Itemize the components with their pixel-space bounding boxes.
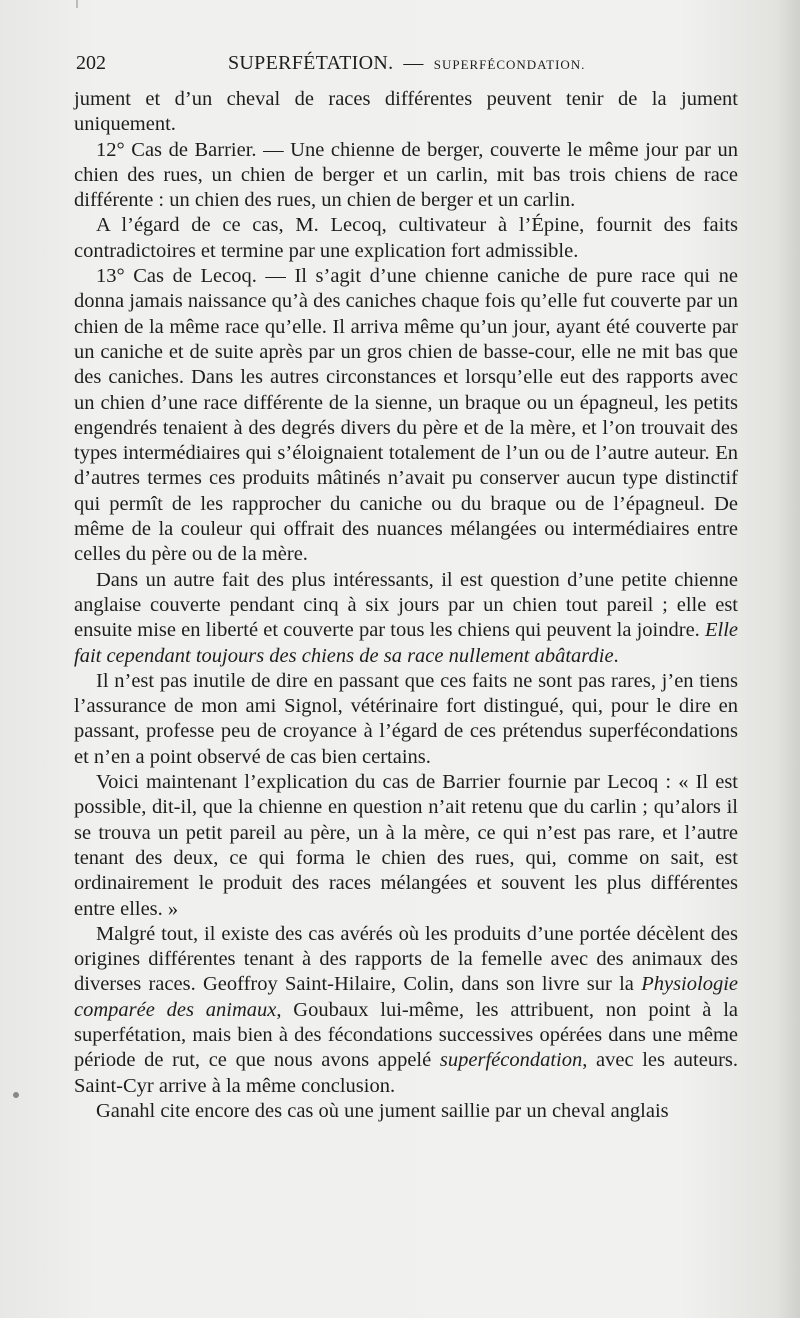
paragraph-text: 13° Cas de Lecoq. — Il s’agit d’une chienne caniche de pure race qui ne donna jamais naissance qu’à des caniches chaque fois qu’elle fut couverte par un chien de la même race qu’elle. Il arriva même qu’un jour, ayant été couverte par un caniche et de suite après par un gros chien de basse-cour, elle ne mit bas que des caniches. Dans les autres circonstances et lorsqu’elle eut des rapports avec un chien d’une race différente de la sienne, un braque ou un épagneul, les petits engendrés tenaient à des degrés divers du père et de la mère, et l’on trouvait des types intermédiaires qui s’éloignaient totalement de l’un ou de l’autre auteur. En d’autres termes ces produits mâtinés n’avait pu conserver aucun type distinctif qui permît de les rapprocher du caniche ou du braque ou de l’épagneul. De même de la couleur qui offrait des nuances mélangées ou intermédiaires entre celles du père ou de la mère.	[74, 265, 738, 566]
paragraph-text: Ganahl cite encore des cas où une jument saillie par un cheval anglais	[96, 1099, 669, 1122]
paragraph-text: jument et d’un cheval de races différentes peuvent tenir de la jument uniquement.	[74, 88, 738, 136]
paragraph-text: Voici maintenant l’explication du cas de Barrier fournie par Lecoq : « Il est possible, dit-il, que la chienne en question n’ait retenu que du carlin ; qu’alors il se trouva un petit pareil au père, un à la mère, ce qui n’est pas rare, et l’autre tenant des deux, ce qui forma le chien des rues, qui, comme on sait, est ordinairement le produit des races mélangées et souvent les plus différentes entre elles. »	[74, 771, 738, 920]
page-number: 202	[76, 52, 106, 74]
paragraph-continuation	[74, 87, 738, 138]
paragraph-lecoq-intro	[74, 213, 738, 264]
paragraph-text: .	[613, 644, 619, 667]
paragraph-text: A l’égard de ce cas, M. Lecoq, cultivateur à l’Épine, fournit des faits contradictoires et termine par une explication fort admissible.	[74, 214, 738, 262]
term-italic: superfécondation	[439, 1049, 583, 1072]
paragraph-english-bitch	[74, 568, 738, 669]
paragraph-text: Il n’est pas inutile de dire en passant que ces faits ne sont pas rares, j’en tiens l’assurance de mon ami Signol, vétérinaire fort distingué, qui, pour le dire en passant, professe peu de croyance à l’égard de ces prétendus superfécondations et n’en a point observé de cas bien certains.	[74, 669, 738, 768]
paragraph-proven-cases	[74, 922, 738, 1099]
page-edge-mark	[76, 0, 78, 8]
running-title-sub: SUPERFÉCONDATION.	[433, 57, 586, 72]
paragraph-explanation	[74, 770, 738, 922]
paragraph-case-lecoq	[74, 264, 738, 568]
running-title-main: SUPERFÉTATION.	[228, 52, 394, 74]
page-body	[74, 87, 738, 1124]
running-header	[76, 52, 736, 78]
paragraph-italic: Elle fait cependant toujours des chiens de sa race nullement abâtardie	[74, 619, 738, 667]
margin-ink-dot	[13, 1092, 19, 1098]
paragraph-ganahl	[74, 1099, 738, 1124]
paragraph-case-barrier	[74, 138, 738, 214]
paragraph-text: Malgré tout, il existe des cas avérés où les produits d’une portée décèlent des origines différentes tenant à des rapports de la femelle avec des animaux des diverses races. Geoffroy Saint-Hilaire, Colin, dans son livre sur la	[74, 922, 738, 996]
paragraph-text: , avec les auteurs. Saint-Cyr arrive à la même conclusion.	[74, 1049, 738, 1097]
paragraph-signol	[74, 669, 738, 770]
running-title-separator: —	[403, 52, 424, 74]
running-title	[228, 52, 585, 75]
paragraph-text: Dans un autre fait des plus intéressants, il est question d’une petite chienne anglaise couverte pendant cinq à six jours par un chien tout pareil ; elle est ensuite mise en liberté et couverte par tous les chiens qui peuvent la joindre.	[74, 568, 738, 642]
book-title-italic: Physiologie comparée des animaux	[74, 973, 738, 1021]
paragraph-text: , Goubaux lui-même, les attribuent, non point à la superfétation, mais bien à des fécondations successives opérées dans une même période de rut, ce que nous avons appelé	[74, 998, 738, 1072]
paragraph-text: 12° Cas de Barrier. — Une chienne de berger, couverte le même jour par un chien des rues, un chien de berger et un carlin, mit bas trois chiens de race différente : un chien des rues, un chien de berger et un carlin.	[74, 138, 738, 212]
